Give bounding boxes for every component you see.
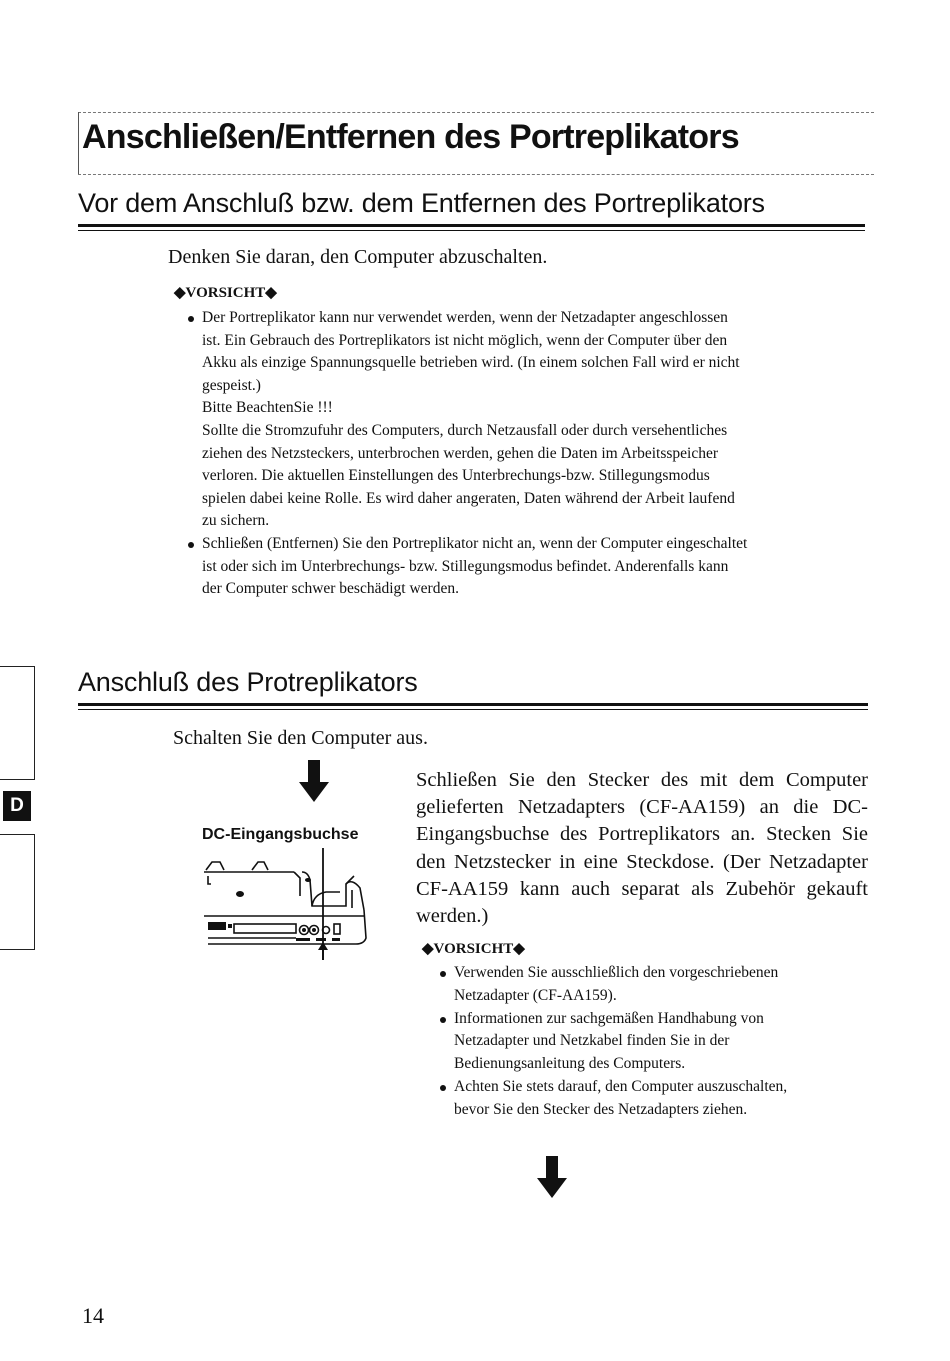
title-left-bar xyxy=(78,112,79,174)
caution-item xyxy=(438,1076,870,1122)
side-tab-upper xyxy=(0,666,35,780)
caution-line: Der Portreplikator kann nur verwendet werden, wenn der Netzadapter angeschlossen xyxy=(202,309,728,326)
title-dashed-top-line xyxy=(78,112,874,113)
caution-list-2 xyxy=(438,962,870,1122)
section-rule-thin xyxy=(78,709,868,710)
caution-line: Akku als einzige Spannungsquelle betrieben wird. (In einem solchen Fall wird er nicht xyxy=(202,354,740,372)
caution-line: spielen dabei keine Rolle. Es wird daher angeraten, Daten während der Arbeit laufend xyxy=(202,489,735,507)
port-replicator-diagram xyxy=(200,848,372,966)
diagram-caption: DC-Eingangsbuchse xyxy=(202,826,359,843)
caution-line: Verwenden Sie ausschließlich den vorgeschriebenen xyxy=(454,964,779,981)
caution-label-1: ◆VORSICHT◆ xyxy=(174,285,277,301)
caution-line: der Computer schwer beschädigt werden. xyxy=(202,580,459,598)
caution-line: Schließen (Entfernen) Sie den Portreplikator nicht an, wenn der Computer eingeschaltet xyxy=(202,534,748,552)
connection-instructions: Schließen Sie den Stecker des mit dem Computer gelieferten Netzadapters (CF-AA159) an die DC-Eingangsbuchse des Portreplikators an. Stecken Sie den Netzstecker in eine Steckdose. (Der Netzadapter CF-AA159 kann auch separat als Zubehör gekauft werden.) xyxy=(416,769,868,928)
page-number: 14 xyxy=(82,1303,104,1328)
caution-line: Bitte BeachtenSie !!! xyxy=(202,399,333,417)
caution-line: ist. Ein Gebrauch des Portreplikators ist nicht möglich, wenn der Computer über den xyxy=(202,331,728,349)
caution-line: ist oder sich im Unterbrechungs- bzw. Stillegungsmodus befindet. Anderenfalls kann xyxy=(202,557,729,575)
section-rule-thick xyxy=(78,703,868,706)
caution-item xyxy=(438,1008,870,1076)
section2-intro: Schalten Sie den Computer aus. xyxy=(173,727,428,749)
caution-line: bevor Sie den Stecker des Netzadapters ziehen. xyxy=(454,1100,748,1118)
caution-line: Informationen zur sachgemäßen Handhabung von xyxy=(454,1009,764,1027)
caution-line: zu sichern. xyxy=(202,512,270,530)
caution-item xyxy=(438,962,870,1008)
caution-list-1 xyxy=(186,307,866,601)
section-heading-connecting: Anschluß des Protreplikators xyxy=(78,667,418,697)
section-rule-thick xyxy=(78,224,865,227)
side-tab-lower xyxy=(0,834,35,950)
caution-line: gespeist.) xyxy=(202,376,261,394)
section-rule-thin xyxy=(78,230,865,231)
caution-line: ziehen des Netzsteckers, unterbrochen werden, gehen die Daten im Arbeitsspeicher xyxy=(202,444,719,462)
page-title: Anschließen/Entfernen des Portreplikators xyxy=(82,118,739,156)
caution-line: Sollte die Stromzufuhr des Computers, durch Netzausfall oder durch versehentliches xyxy=(202,421,728,439)
section-heading-before-connecting: Vor dem Anschluß bzw. dem Entfernen des Portreplikators xyxy=(78,188,765,218)
caution-label-2: ◆VORSICHT◆ xyxy=(422,941,525,957)
section1-intro: Denken Sie daran, den Computer abzuschalten. xyxy=(168,246,548,268)
caution-line: Achten Sie stets darauf, den Computer auszuschalten, xyxy=(454,1077,788,1095)
caution-line: Netzadapter (CF-AA159). xyxy=(454,986,617,1004)
caution-line: Netzadapter und Netzkabel finden Sie in der xyxy=(454,1032,730,1050)
section-letter-badge: D xyxy=(3,791,31,821)
caution-item xyxy=(186,307,866,533)
down-arrow-icon xyxy=(537,1156,567,1198)
caution-line: verloren. Die aktuellen Einstellungen des Unterbrechungs-bzw. Stillegungsmodus xyxy=(202,467,710,485)
down-arrow-icon xyxy=(299,760,329,802)
caution-line: Bedienungsanleitung des Computers. xyxy=(454,1055,686,1073)
title-frame xyxy=(78,108,874,176)
title-dashed-bottom-line xyxy=(78,174,874,175)
caution-item xyxy=(186,533,866,601)
